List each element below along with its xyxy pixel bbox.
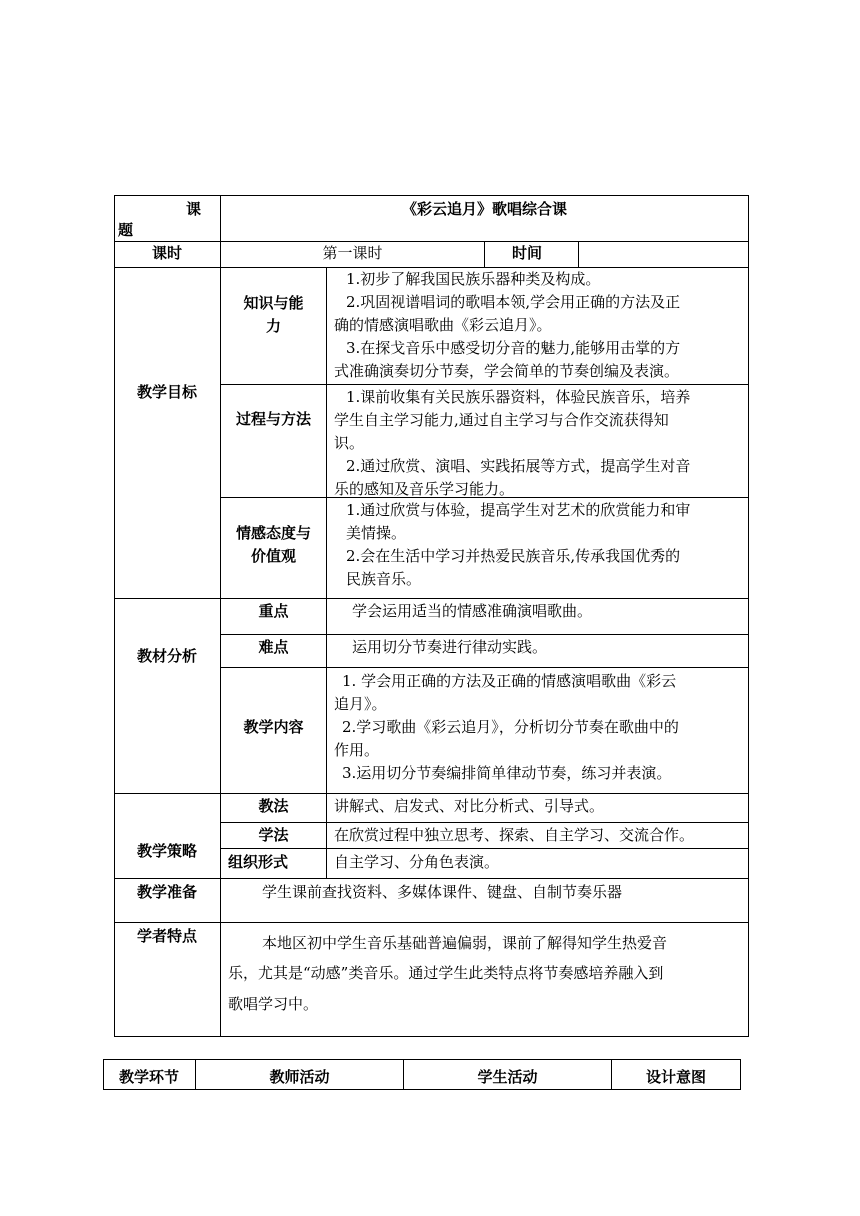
analysis-label: 教材分析: [136, 647, 197, 665]
table-border: [114, 793, 749, 794]
knowledge-label: 力: [265, 317, 281, 335]
process-line: 1.课前收集有关民族乐器资料，体验民族音乐，培养: [346, 388, 691, 406]
table-border: [740, 1059, 741, 1090]
table-border: [748, 195, 749, 1037]
prep-value: 学生课前查找资料、多媒体课件、键盘、自制节奏乐器: [262, 883, 623, 901]
knowledge-line: 1.初步了解我国民族乐器种类及构成。: [346, 270, 601, 288]
learner-line: 乐，尤其是“动感”类音乐。通过学生此类特点将节奏感培养融入到: [228, 964, 664, 982]
header-intent: 设计意图: [645, 1068, 706, 1086]
process-line: 乐的感知及音乐学习能力。: [334, 480, 515, 498]
emotion-line: 1.通过欣赏与体验，提高学生对艺术的欣赏能力和审: [346, 501, 691, 519]
learner-line: 本地区初中学生音乐基础普遍偏弱，课前了解得知学生热爱音: [262, 934, 668, 952]
content-line: 2.学习歌曲《彩云追月》，分析切分节奏在歌曲中的: [342, 718, 679, 736]
content-line: 1. 学会用正确的方法及正确的情感演唱歌曲《彩云: [342, 672, 677, 690]
content-line: 作用。: [334, 741, 380, 759]
difficulty-value: 运用切分节奏进行律动实践。: [352, 638, 548, 656]
learning-value: 在欣赏过程中独立思考、探索、自主学习、交流合作。: [334, 826, 695, 844]
time-label: 时间: [512, 244, 543, 262]
table-border: [326, 267, 327, 598]
period-label: 课时: [151, 244, 182, 262]
header-student: 学生活动: [477, 1068, 538, 1086]
process-label: 过程与方法: [235, 410, 311, 428]
table-border: [114, 1036, 749, 1037]
lesson-title: 《彩云追月》歌唱综合课: [401, 200, 567, 218]
table-border: [220, 384, 749, 385]
learning-label: 学法: [258, 826, 289, 844]
org-value: 自主学习、分角色表演。: [334, 853, 500, 871]
objectives-label: 教学目标: [136, 383, 197, 401]
knowledge-line: 确的情感演唱歌曲《彩云追月》。: [334, 316, 552, 334]
learner-line: 歌唱学习中。: [228, 995, 319, 1013]
table-border: [114, 195, 749, 196]
difficulty-label: 难点: [258, 638, 289, 656]
table-border: [326, 793, 327, 878]
emotion-line: 2.会在生活中学习并热爱民族音乐,传承我国优秀的: [346, 547, 681, 565]
content-line: 3.运用切分节奏编排简单律动节奏，练习并表演。: [342, 764, 672, 782]
method-value: 讲解式、启发式、对比分析式、引导式。: [334, 797, 605, 815]
knowledge-line: 3.在探戈音乐中感受切分音的魅力,能够用击掌的方: [346, 339, 681, 357]
table-border: [578, 241, 579, 267]
org-label: 组织形式: [228, 853, 289, 871]
key-label: 重点: [258, 602, 289, 620]
title-label: 课: [186, 200, 202, 218]
emotion-line: 美情操。: [346, 524, 407, 542]
table-border: [114, 878, 749, 879]
process-line: 识。: [334, 434, 365, 452]
knowledge-label: 知识与能: [243, 294, 304, 312]
prep-label: 教学准备: [136, 883, 197, 901]
knowledge-line: 式准确演奏切分节奏，学会简单的节奏创编及表演。: [334, 362, 680, 380]
table-border: [220, 822, 749, 823]
emotion-line: 民族音乐。: [346, 570, 422, 588]
process-line: 学生自主学习能力,通过自主学习与合作交流获得知: [334, 411, 669, 429]
emotion-label: 情感态度与: [235, 524, 311, 542]
header-stage: 教学环节: [118, 1068, 179, 1086]
header-teacher: 教师活动: [269, 1068, 330, 1086]
title-label: 题: [118, 221, 134, 239]
emotion-label: 价值观: [250, 547, 296, 565]
strategy-label: 教学策略: [136, 842, 197, 860]
table-border: [220, 634, 749, 635]
table-border: [103, 1089, 741, 1090]
table-border: [114, 598, 749, 599]
process-line: 2.通过欣赏、演唱、实践拓展等方式，提高学生对音: [346, 457, 691, 475]
table-border: [114, 922, 749, 923]
content-line: 追月》。: [334, 695, 387, 713]
table-border: [326, 598, 327, 793]
table-border: [103, 1059, 741, 1060]
table-border: [114, 195, 115, 1037]
table-border: [484, 241, 485, 267]
table-border: [220, 848, 749, 849]
knowledge-line: 2.巩固视谱唱词的歌唱本领,学会用正确的方法及正: [346, 293, 681, 311]
key-value: 学会运用适当的情感准确演唱歌曲。: [352, 602, 593, 620]
learner-label: 学者特点: [136, 927, 197, 945]
period-value: 第一课时: [322, 244, 383, 262]
content-label: 教学内容: [243, 718, 304, 736]
table-border: [220, 667, 749, 668]
method-label: 教法: [258, 797, 289, 815]
